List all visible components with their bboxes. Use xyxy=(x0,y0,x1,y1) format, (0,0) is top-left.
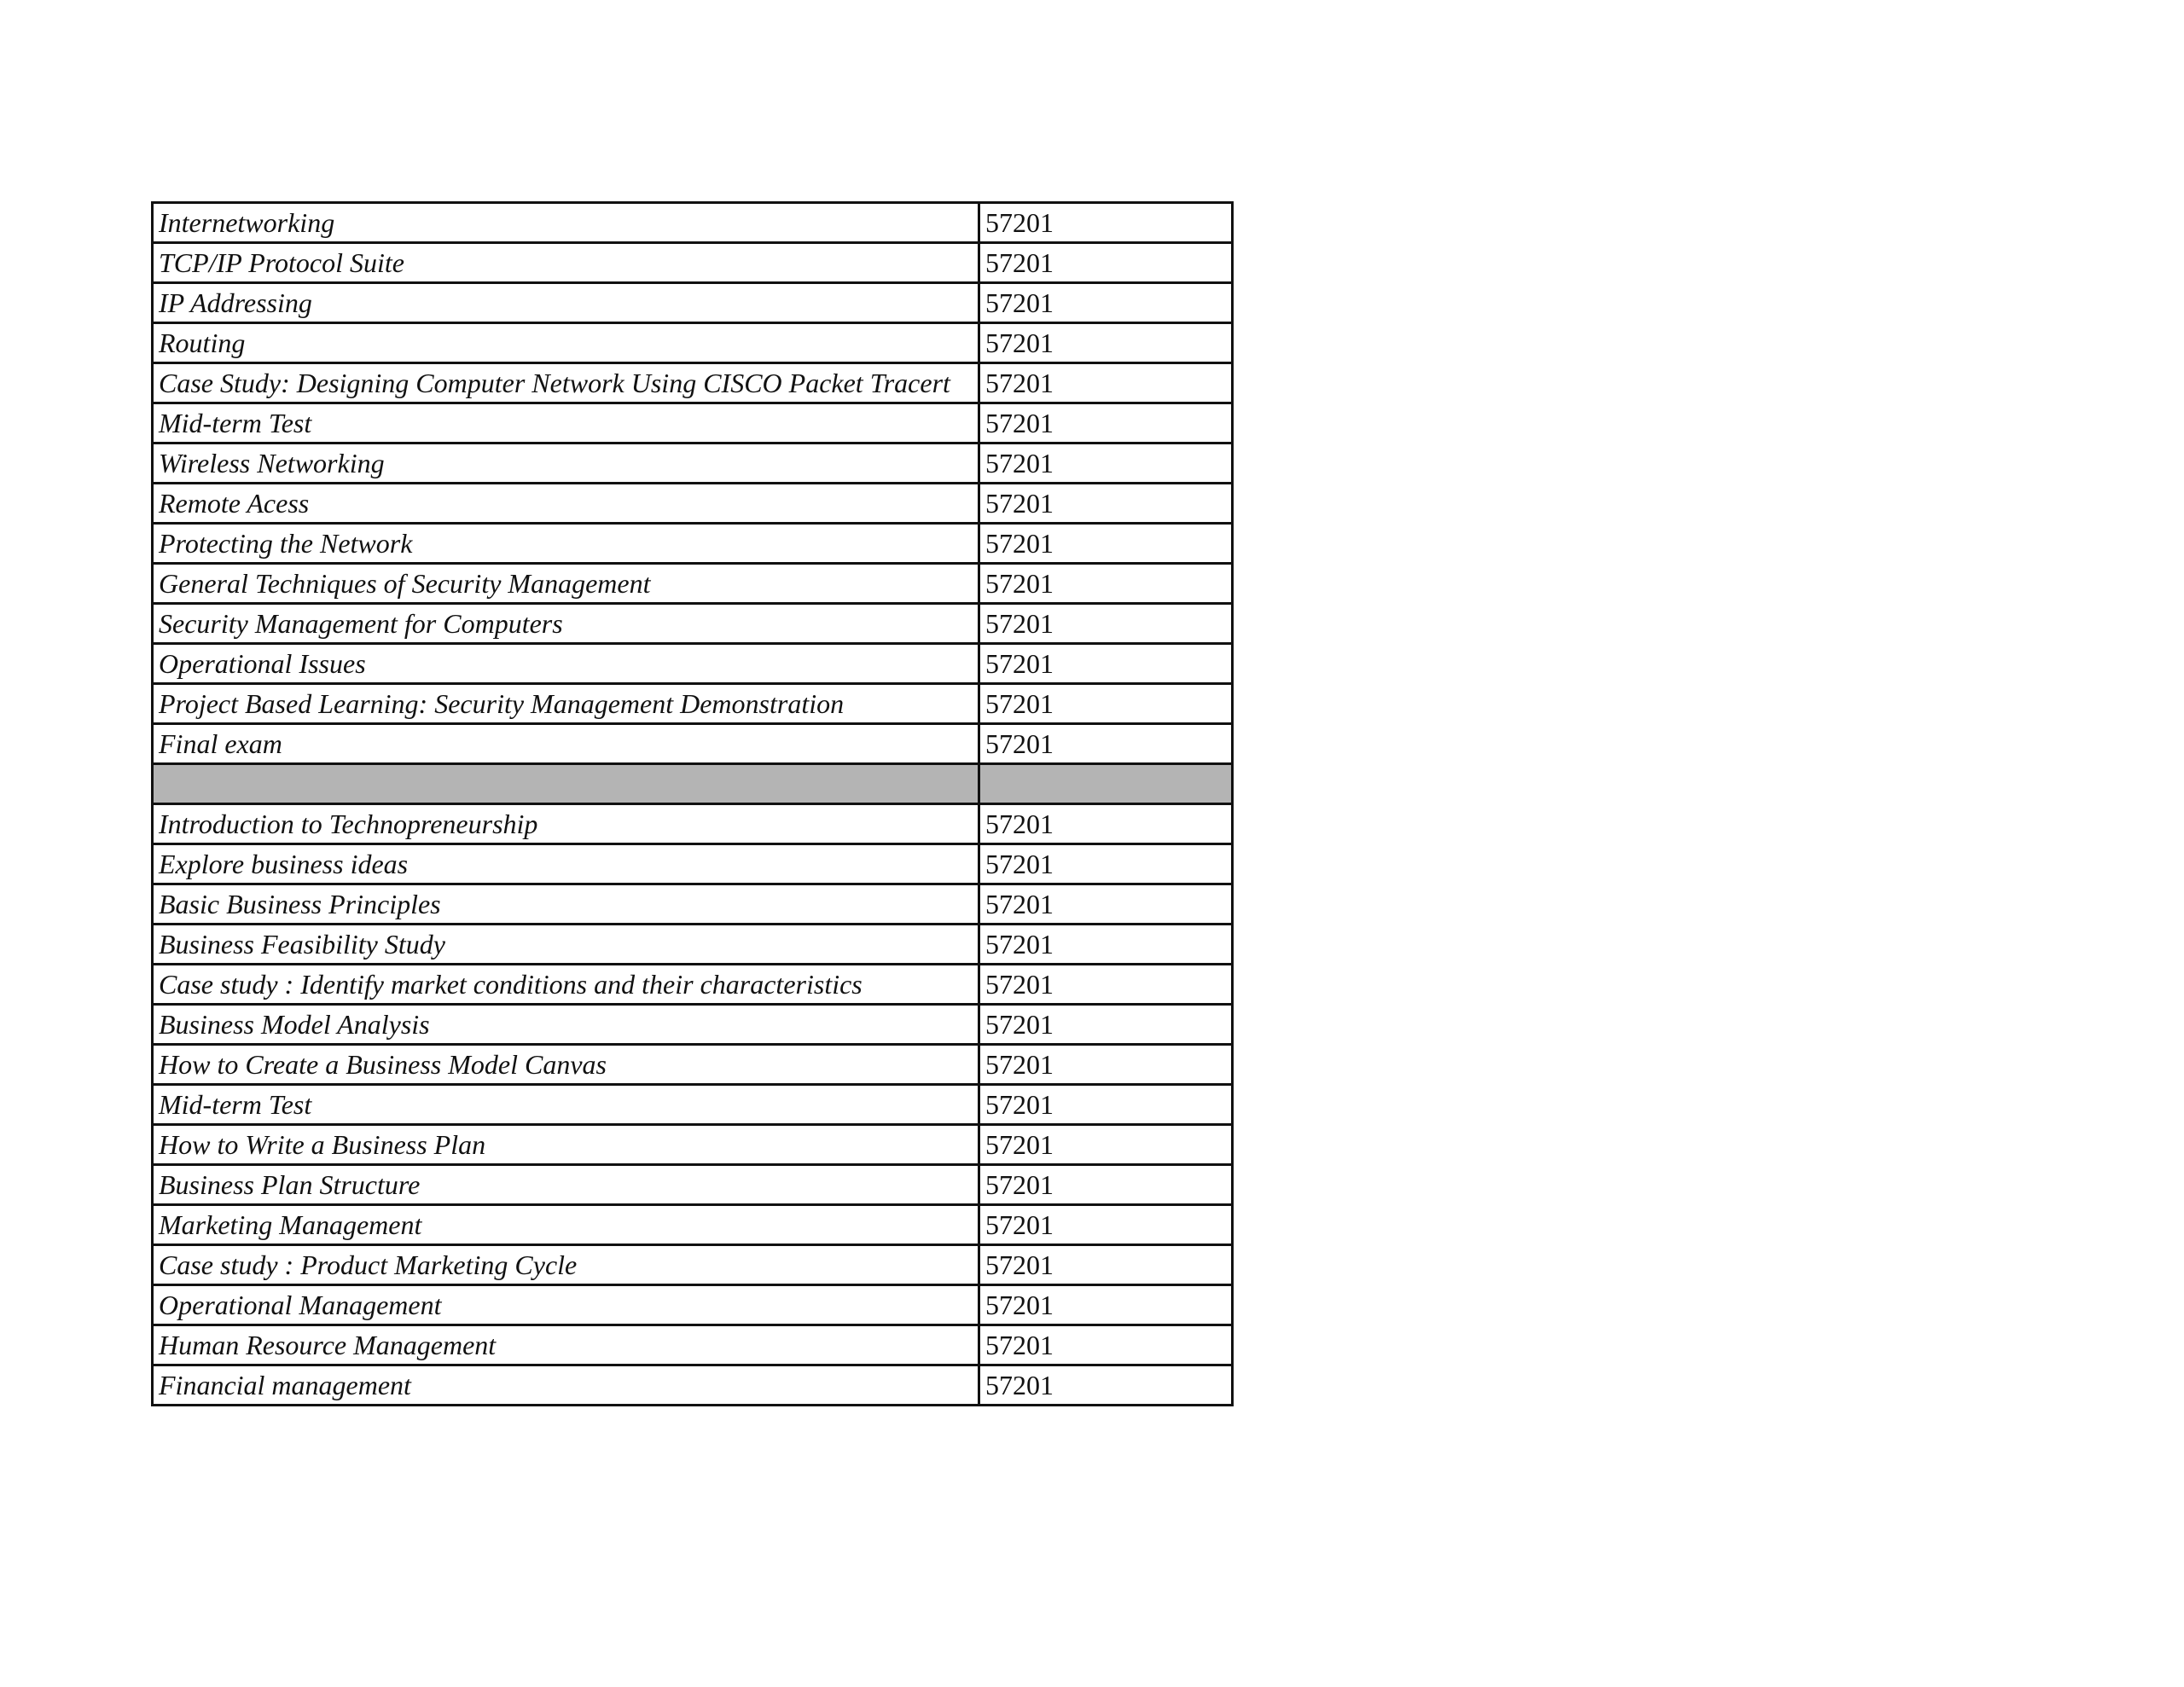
code-cell: 57201 xyxy=(979,524,1233,564)
topic-cell: Mid-term Test xyxy=(153,1085,979,1125)
table-row xyxy=(153,1085,1233,1125)
topic-cell: How to Create a Business Model Canvas xyxy=(153,1045,979,1085)
code-cell: 57201 xyxy=(979,403,1233,443)
topic-cell: Introduction to Technopreneurship xyxy=(153,804,979,844)
topic-cell: Financial management xyxy=(153,1365,979,1406)
code-cell: 57201 xyxy=(979,323,1233,363)
table-row xyxy=(153,884,1233,925)
code-cell: 57201 xyxy=(979,203,1233,243)
table-row xyxy=(153,1125,1233,1165)
code-cell: 57201 xyxy=(979,283,1233,323)
table-row xyxy=(153,1285,1233,1325)
code-cell: 57201 xyxy=(979,1365,1233,1406)
topic-cell: Business Feasibility Study xyxy=(153,925,979,965)
table-row xyxy=(153,363,1233,403)
code-cell: 57201 xyxy=(979,884,1233,925)
code-cell: 57201 xyxy=(979,484,1233,524)
topic-cell: How to Write a Business Plan xyxy=(153,1125,979,1165)
table-row xyxy=(153,804,1233,844)
separator-row xyxy=(153,764,1233,804)
code-cell: 57201 xyxy=(979,1205,1233,1245)
code-cell: 57201 xyxy=(979,1285,1233,1325)
table-row xyxy=(153,965,1233,1005)
code-cell: 57201 xyxy=(979,684,1233,724)
code-cell: 57201 xyxy=(979,1165,1233,1205)
code-cell: 57201 xyxy=(979,844,1233,884)
code-cell: 57201 xyxy=(979,363,1233,403)
code-cell: 57201 xyxy=(979,564,1233,604)
table-row xyxy=(153,1245,1233,1285)
topic-cell: Case study : Product Marketing Cycle xyxy=(153,1245,979,1285)
topic-cell: Business Model Analysis xyxy=(153,1005,979,1045)
code-cell: 57201 xyxy=(979,243,1233,283)
code-cell: 57201 xyxy=(979,1085,1233,1125)
table-row xyxy=(153,1045,1233,1085)
separator-cell xyxy=(153,764,979,804)
table-row xyxy=(153,403,1233,443)
table-row xyxy=(153,1325,1233,1365)
topic-cell: Marketing Management xyxy=(153,1205,979,1245)
table-row xyxy=(153,524,1233,564)
topic-cell: Explore business ideas xyxy=(153,844,979,884)
table-row xyxy=(153,684,1233,724)
table-row xyxy=(153,443,1233,484)
topic-cell: General Techniques of Security Management xyxy=(153,564,979,604)
code-cell: 57201 xyxy=(979,1325,1233,1365)
topic-cell: Protecting the Network xyxy=(153,524,979,564)
topic-cell: Security Management for Computers xyxy=(153,604,979,644)
code-cell: 57201 xyxy=(979,965,1233,1005)
topic-cell: Basic Business Principles xyxy=(153,884,979,925)
table-row xyxy=(153,644,1233,684)
topic-cell: Project Based Learning: Security Management Demonstration xyxy=(153,684,979,724)
table-row xyxy=(153,323,1233,363)
topic-cell: Case Study: Designing Computer Network Using CISCO Packet Tracert xyxy=(153,363,979,403)
topic-cell: Mid-term Test xyxy=(153,403,979,443)
table-row xyxy=(153,844,1233,884)
code-cell: 57201 xyxy=(979,724,1233,764)
topic-cell: IP Addressing xyxy=(153,283,979,323)
topic-cell: Operational Issues xyxy=(153,644,979,684)
code-cell: 57201 xyxy=(979,1245,1233,1285)
table-row xyxy=(153,604,1233,644)
topic-cell: Remote Acess xyxy=(153,484,979,524)
table-row xyxy=(153,925,1233,965)
topic-cell: Human Resource Management xyxy=(153,1325,979,1365)
table-row xyxy=(153,243,1233,283)
course-topics-table xyxy=(151,201,1234,1406)
topic-cell: Operational Management xyxy=(153,1285,979,1325)
topic-cell: TCP/IP Protocol Suite xyxy=(153,243,979,283)
code-cell: 57201 xyxy=(979,1045,1233,1085)
code-cell: 57201 xyxy=(979,644,1233,684)
topic-cell: Business Plan Structure xyxy=(153,1165,979,1205)
topic-cell: Final exam xyxy=(153,724,979,764)
table-body xyxy=(153,203,1233,1406)
code-cell: 57201 xyxy=(979,804,1233,844)
code-cell: 57201 xyxy=(979,443,1233,484)
table-row xyxy=(153,1205,1233,1245)
table-row xyxy=(153,724,1233,764)
topic-cell: Routing xyxy=(153,323,979,363)
topic-cell: Case study : Identify market conditions and their characteristics xyxy=(153,965,979,1005)
table-row xyxy=(153,203,1233,243)
topic-cell: Wireless Networking xyxy=(153,443,979,484)
table-row xyxy=(153,1005,1233,1045)
table-row xyxy=(153,1365,1233,1406)
table-row xyxy=(153,283,1233,323)
code-cell: 57201 xyxy=(979,1125,1233,1165)
table-row xyxy=(153,484,1233,524)
table-row xyxy=(153,564,1233,604)
separator-cell xyxy=(979,764,1233,804)
table-row xyxy=(153,1165,1233,1205)
code-cell: 57201 xyxy=(979,604,1233,644)
topic-cell: Internetworking xyxy=(153,203,979,243)
code-cell: 57201 xyxy=(979,1005,1233,1045)
code-cell: 57201 xyxy=(979,925,1233,965)
